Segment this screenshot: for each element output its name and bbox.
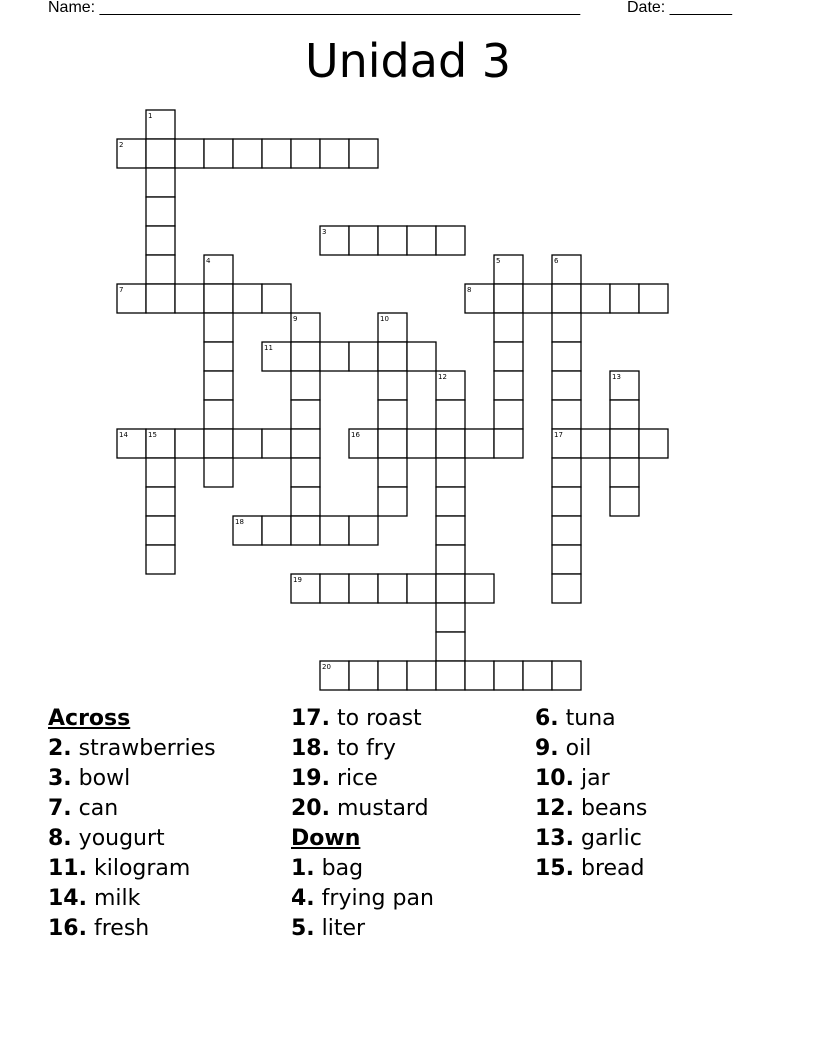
crossword-cell[interactable] <box>552 313 581 342</box>
clue-item <box>291 734 434 764</box>
crossword-cell[interactable] <box>552 284 581 313</box>
crossword-cell[interactable] <box>552 516 581 545</box>
cell-number: 15 <box>148 431 157 439</box>
clue-item <box>535 704 647 734</box>
crossword-cell[interactable] <box>436 603 465 632</box>
cell-number: 6 <box>554 257 559 265</box>
clue-text: garlic <box>580 826 642 851</box>
clue-text: strawberries <box>78 736 216 761</box>
clue-number: 2. <box>48 736 72 761</box>
crossword-cell[interactable] <box>552 545 581 574</box>
crossword-cell[interactable] <box>378 429 407 458</box>
clue-text: frying pan <box>321 886 434 911</box>
cell-number: 4 <box>206 257 211 265</box>
crossword-cell[interactable] <box>291 371 320 400</box>
crossword-cell[interactable] <box>610 458 639 487</box>
clue-item <box>291 914 434 944</box>
clue-text: jar <box>580 766 610 791</box>
clue-item <box>48 734 216 764</box>
crossword-cell[interactable] <box>233 139 262 168</box>
clue-item <box>291 854 434 884</box>
crossword-cell[interactable] <box>349 574 378 603</box>
crossword-cell[interactable] <box>204 371 233 400</box>
crossword-cell[interactable] <box>204 342 233 371</box>
crossword-cell[interactable] <box>407 429 436 458</box>
crossword-cell[interactable] <box>204 400 233 429</box>
crossword-cell[interactable] <box>378 342 407 371</box>
crossword-cell[interactable] <box>465 661 494 690</box>
clue-number: 6. <box>535 706 559 731</box>
crossword-cell[interactable] <box>349 342 378 371</box>
crossword-cell[interactable] <box>262 516 291 545</box>
crossword-cell[interactable] <box>407 661 436 690</box>
crossword-cell[interactable] <box>378 487 407 516</box>
clue-number: 15. <box>535 856 574 881</box>
crossword-cell[interactable] <box>349 661 378 690</box>
clue-text: to roast <box>336 706 422 731</box>
clue-text: rice <box>336 766 378 791</box>
crossword-cell[interactable] <box>494 661 523 690</box>
clue-text: yougurt <box>78 826 165 851</box>
crossword-cell[interactable] <box>552 342 581 371</box>
crossword-cell[interactable] <box>349 139 378 168</box>
clue-text: beans <box>580 796 648 821</box>
cell-number: 18 <box>235 518 244 526</box>
clue-text: can <box>78 796 119 821</box>
crossword-cell[interactable] <box>552 458 581 487</box>
crossword-cell[interactable] <box>639 284 668 313</box>
crossword-cell[interactable] <box>494 284 523 313</box>
crossword-cell[interactable] <box>465 574 494 603</box>
clue-number: 10. <box>535 766 574 791</box>
clue-item <box>535 854 647 884</box>
crossword-cell[interactable] <box>494 400 523 429</box>
clue-number: 18. <box>291 736 330 761</box>
crossword-cell[interactable] <box>146 255 175 284</box>
crossword-cell[interactable] <box>146 139 175 168</box>
down-heading: Down <box>291 826 361 851</box>
cell-number: 11 <box>264 344 273 352</box>
crossword-cell[interactable] <box>175 284 204 313</box>
crossword-cell[interactable] <box>436 545 465 574</box>
crossword-cell[interactable] <box>349 516 378 545</box>
clue-text: bowl <box>78 766 131 791</box>
date-field-label: Date: _______ <box>627 0 732 16</box>
crossword-cell[interactable] <box>146 487 175 516</box>
crossword-cell[interactable] <box>262 139 291 168</box>
crossword-cell[interactable] <box>436 458 465 487</box>
across-heading: Across <box>48 706 131 731</box>
clue-number: 7. <box>48 796 72 821</box>
clue-item <box>291 704 434 734</box>
clue-item <box>48 764 216 794</box>
clue-text: tuna <box>565 706 616 731</box>
cell-number: 8 <box>467 286 472 294</box>
cell-number: 12 <box>438 373 447 381</box>
crossword-cell[interactable] <box>407 342 436 371</box>
crossword-cell[interactable] <box>610 284 639 313</box>
clue-number: 5. <box>291 916 315 941</box>
cell-number: 10 <box>380 315 389 323</box>
clue-item <box>535 734 647 764</box>
crossword-cell[interactable] <box>204 429 233 458</box>
cell-number: 5 <box>496 257 501 265</box>
crossword-cell[interactable] <box>291 458 320 487</box>
clue-number: 12. <box>535 796 574 821</box>
clue-item <box>291 764 434 794</box>
clue-number: 16. <box>48 916 87 941</box>
crossword-cell[interactable] <box>436 661 465 690</box>
clue-item <box>535 794 647 824</box>
crossword-cell[interactable] <box>146 284 175 313</box>
crossword-cell[interactable] <box>320 342 349 371</box>
clue-item <box>535 824 647 854</box>
crossword-cell[interactable] <box>552 400 581 429</box>
clue-item <box>48 824 216 854</box>
crossword-cell[interactable] <box>146 197 175 226</box>
clue-number: 4. <box>291 886 315 911</box>
crossword-cell[interactable] <box>378 574 407 603</box>
clue-item <box>535 764 647 794</box>
clue-column-2 <box>291 704 434 944</box>
cell-number: 19 <box>293 576 302 584</box>
crossword-cell[interactable] <box>233 429 262 458</box>
crossword-cell[interactable] <box>320 574 349 603</box>
crossword-cell[interactable] <box>146 516 175 545</box>
clue-number: 14. <box>48 886 87 911</box>
clue-text: milk <box>93 886 141 911</box>
crossword-cell[interactable] <box>436 574 465 603</box>
crossword-cell[interactable] <box>552 487 581 516</box>
crossword-cell[interactable] <box>610 400 639 429</box>
crossword-cell[interactable] <box>175 429 204 458</box>
name-field-label: Name: ______________________________________________________ <box>48 0 581 16</box>
clue-text: bread <box>580 856 645 881</box>
crossword-cell[interactable] <box>494 342 523 371</box>
crossword-cell[interactable] <box>378 458 407 487</box>
cell-number: 16 <box>351 431 360 439</box>
crossword-cell[interactable] <box>291 400 320 429</box>
clue-number: 19. <box>291 766 330 791</box>
crossword-cell[interactable] <box>581 284 610 313</box>
crossword-cell[interactable] <box>523 284 552 313</box>
crossword-cell[interactable] <box>378 400 407 429</box>
crossword-cell[interactable] <box>494 371 523 400</box>
crossword-cell[interactable] <box>146 458 175 487</box>
clue-item <box>48 914 216 944</box>
crossword-cell[interactable] <box>494 313 523 342</box>
cell-number: 7 <box>119 286 124 294</box>
cell-number: 2 <box>119 141 124 149</box>
crossword-cell[interactable] <box>436 487 465 516</box>
cell-number: 17 <box>554 431 563 439</box>
clue-number: 13. <box>535 826 574 851</box>
clue-item <box>291 794 434 824</box>
crossword-cell[interactable] <box>610 487 639 516</box>
clue-number: 17. <box>291 706 330 731</box>
crossword-cell[interactable] <box>291 139 320 168</box>
clue-number: 1. <box>291 856 315 881</box>
cell-number: 9 <box>293 315 298 323</box>
crossword-cell[interactable] <box>320 516 349 545</box>
crossword-cell[interactable] <box>291 487 320 516</box>
crossword-cell[interactable] <box>262 429 291 458</box>
clue-text: fresh <box>93 916 150 941</box>
clue-number: 11. <box>48 856 87 881</box>
cell-number: 13 <box>612 373 621 381</box>
clue-number: 20. <box>291 796 330 821</box>
crossword-cell[interactable] <box>552 371 581 400</box>
clue-text: bag <box>321 856 364 881</box>
crossword-cell[interactable] <box>523 661 552 690</box>
cell-number: 20 <box>322 663 331 671</box>
crossword-cell[interactable] <box>436 632 465 661</box>
crossword-cell[interactable] <box>175 139 204 168</box>
crossword-cell[interactable] <box>204 313 233 342</box>
clue-column-1 <box>48 704 216 944</box>
crossword-cell[interactable] <box>204 139 233 168</box>
crossword-cell[interactable] <box>291 429 320 458</box>
cell-number: 3 <box>322 228 327 236</box>
clue-column-3 <box>535 704 647 884</box>
crossword-cell[interactable] <box>146 226 175 255</box>
clue-number: 8. <box>48 826 72 851</box>
clue-item <box>48 794 216 824</box>
crossword-cell[interactable] <box>233 284 262 313</box>
crossword-cell[interactable] <box>581 429 610 458</box>
clue-text: mustard <box>336 796 429 821</box>
crossword-cell[interactable] <box>349 226 378 255</box>
crossword-cell[interactable] <box>378 226 407 255</box>
crossword-cell[interactable] <box>610 429 639 458</box>
crossword-cell[interactable] <box>465 429 494 458</box>
clue-text: oil <box>565 736 592 761</box>
crossword-cell[interactable] <box>146 545 175 574</box>
clue-text: kilogram <box>93 856 191 881</box>
clue-text: to fry <box>336 736 396 761</box>
crossword-cell[interactable] <box>552 574 581 603</box>
crossword-cell[interactable] <box>552 661 581 690</box>
crossword-cell[interactable] <box>146 168 175 197</box>
crossword-cell[interactable] <box>320 139 349 168</box>
crossword-cell[interactable] <box>262 284 291 313</box>
crossword-cell[interactable] <box>639 429 668 458</box>
crossword-cell[interactable] <box>204 284 233 313</box>
crossword-cell[interactable] <box>436 400 465 429</box>
crossword-cell[interactable] <box>436 226 465 255</box>
cell-number: 14 <box>119 431 128 439</box>
crossword-cell[interactable] <box>204 458 233 487</box>
clue-text: liter <box>321 916 366 941</box>
clue-item <box>48 854 216 884</box>
clue-item <box>48 884 216 914</box>
crossword-cell[interactable] <box>378 371 407 400</box>
clue-number: 9. <box>535 736 559 761</box>
cell-number: 1 <box>148 112 153 120</box>
crossword-cell[interactable] <box>436 429 465 458</box>
page-title: Unidad 3 <box>304 34 512 88</box>
crossword-cell[interactable] <box>378 661 407 690</box>
crossword-cell[interactable] <box>407 226 436 255</box>
crossword-cell[interactable] <box>494 429 523 458</box>
crossword-cell[interactable] <box>407 574 436 603</box>
clue-item <box>291 884 434 914</box>
crossword-cell[interactable] <box>291 342 320 371</box>
crossword-cell[interactable] <box>291 516 320 545</box>
crossword-cell[interactable] <box>436 516 465 545</box>
clue-number: 3. <box>48 766 72 791</box>
